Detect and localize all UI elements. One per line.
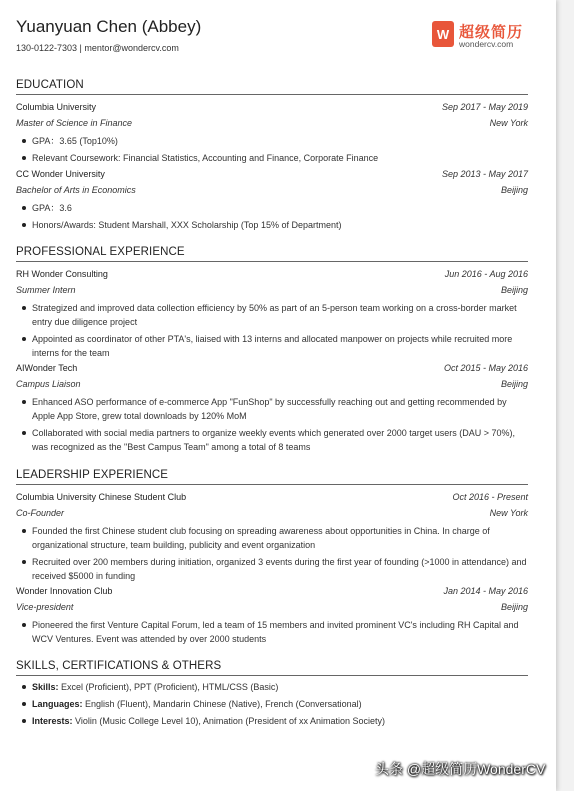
degree: Master of Science in Finance [16,118,133,128]
date-range: Jan 2014 - May 2016 [443,586,528,596]
bullet-item: Strategized and improved data collection efficiency by 50% as part of an 5-person team working on a cross-border market entry due diligence project [16,301,528,329]
bullet-item: Enhanced ASO performance of e-commerce App "FunShop" by successfully reaching out and getting recommended by Apple App Store, grew total downloads by 120% MoM [16,395,528,423]
skill-item [16,714,528,728]
skill-value: Excel (Proficient), PPT (Proficient), HTML/CSS (Basic) [58,682,279,692]
education-section [16,79,528,232]
bullet-item: Recruited over 200 members during initiation, organized 3 events during the first year of founding (>1000 in attendance) and received $5000 in funding [16,555,528,583]
date-range: Sep 2013 - May 2017 [441,169,528,179]
experience-section [16,246,528,454]
institution-name: CC Wonder University [16,169,105,179]
skill-label: Skills: [32,682,59,692]
location: New York [489,508,528,518]
bullet-item: Collaborated with social media partners to organize weekly events which generated over 2000 target users (DAU > 70%), was recognized as the "Best Campus Team" among a total of 8 teams [16,426,528,454]
wondercv-logo [432,21,542,51]
skills-section [16,660,528,728]
date-range: Oct 2015 - May 2016 [443,363,528,373]
watermark-text: 头条 @超级简历WonderCV [375,761,546,777]
degree: Bachelor of Arts in Economics [16,185,136,195]
position-title: Co-Founder [16,508,65,518]
bullet-item: Appointed as coordinator of other PTA's, liaised with 13 interns and allocated manpower on projects while recruited more interns for the team [16,332,528,360]
education-entry [16,99,528,165]
company-name: AIWonder Tech [16,363,78,373]
logo-mark-icon: W [432,21,454,47]
location: Beijing [500,379,528,389]
job-title: Summer Intern [16,285,76,295]
skill-item [16,697,528,711]
skill-value: English (Fluent), Mandarin Chinese (Native), French (Conversational) [82,699,362,709]
experience-entry [16,360,528,454]
leadership-section [16,469,528,646]
skill-item [16,680,528,694]
bullet-item: Founded the first Chinese student club focusing on spreading awareness about opportunities in China. In charge of organizational structure, team building, publicity and event organization [16,524,528,552]
logo-title: 超级简历 [459,24,524,41]
section-title: PROFESSIONAL EXPERIENCE [16,246,528,262]
bullet-item: GPA：3.6 [16,201,528,215]
skill-label: Interests: [32,716,73,726]
skill-value: Violin (Music College Level 10), Animation (President of xx Animation Society) [72,716,385,726]
date-range: Sep 2017 - May 2019 [441,102,528,112]
location: Beijing [500,185,528,195]
bullet-item: GPA：3.65 (Top10%) [16,134,528,148]
date-range: Oct 2016 - Present [452,492,528,502]
organization-name: Columbia University Chinese Student Club [16,492,187,502]
skill-label: Languages: [32,699,83,709]
organization-name: Wonder Innovation Club [16,586,113,596]
education-entry [16,166,528,232]
job-title: Campus Liaison [16,379,81,389]
leadership-entry [16,489,528,583]
contact-info: 130-0122-7303 | mentor@wondercv.com [16,43,179,53]
institution-name: Columbia University [16,102,97,112]
candidate-name: Yuanyuan Chen (Abbey) [16,17,202,36]
section-title: SKILLS, CERTIFICATIONS & OTHERS [16,660,528,676]
section-title: LEADERSHIP EXPERIENCE [16,469,528,485]
section-title: EDUCATION [16,79,528,95]
experience-entry [16,266,528,360]
bullet-item: Honors/Awards: Student Marshall, XXX Scholarship (Top 15% of Department) [16,218,528,232]
date-range: Jun 2016 - Aug 2016 [444,269,528,279]
location: New York [489,118,528,128]
bullet-item: Pioneered the first Venture Capital Forum, led a team of 15 members and invited prominent VC's including RH Capital and WCV Ventures. Event was attended by over 2000 students [16,618,528,646]
position-title: Vice-president [16,602,74,612]
company-name: RH Wonder Consulting [16,269,108,279]
location: Beijing [500,285,528,295]
leadership-entry [16,583,528,646]
location: Beijing [500,602,528,612]
logo-subtitle: wondercv.com [459,39,514,49]
bullet-item: Relevant Coursework: Financial Statistics, Accounting and Finance, Corporate Finance [16,151,528,165]
